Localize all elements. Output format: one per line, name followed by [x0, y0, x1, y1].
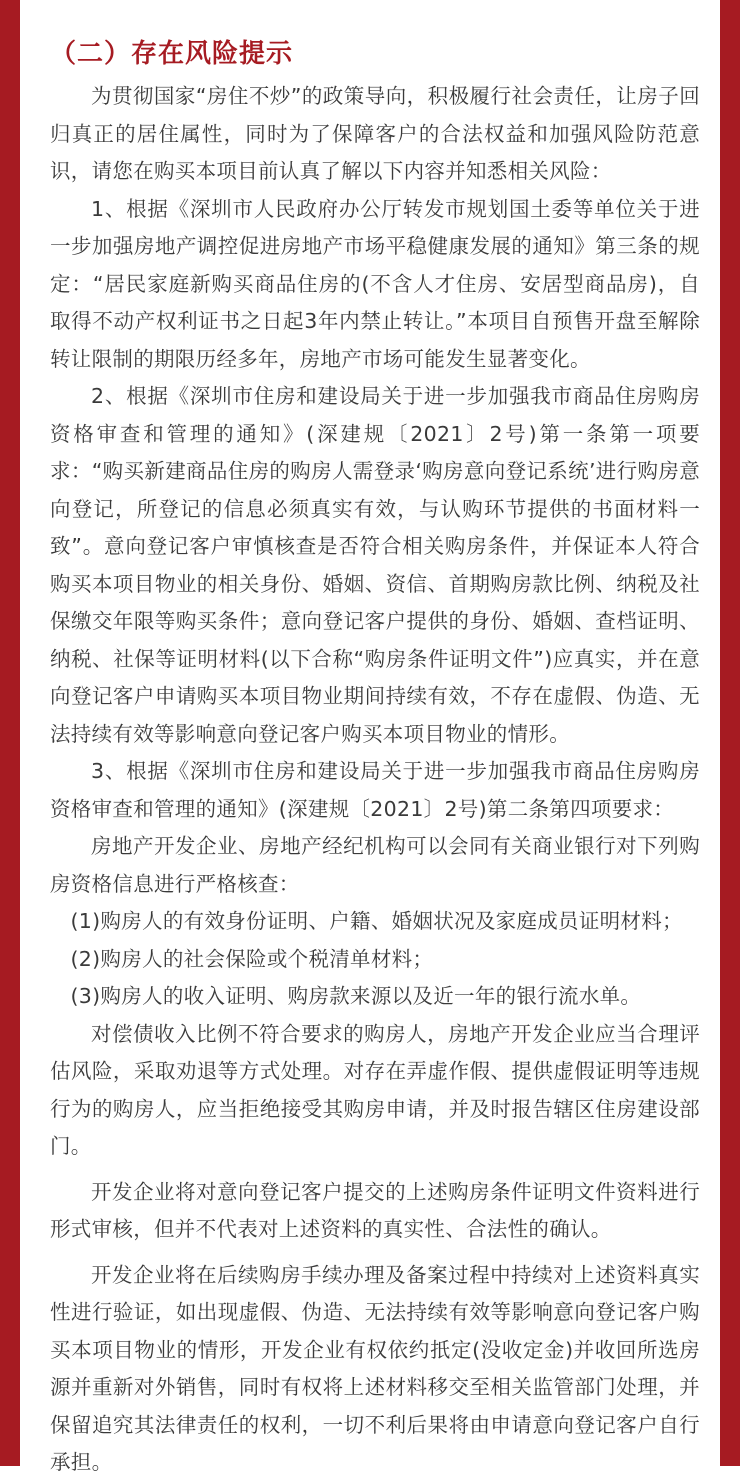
- left-border-bar: [0, 0, 20, 1466]
- list-item: (3)购房人的收入证明、购房款来源以及近一年的银行流水单。: [70, 984, 642, 1008]
- review-paragraph: 开发企业将对意向登记客户提交的上述购房条件证明文件资料进行形式审核，但并不代表对上述资料的真实性、合法性的确认。: [50, 1179, 700, 1241]
- paragraph-gap: [50, 1249, 700, 1257]
- right-border-bar: [720, 0, 740, 1466]
- list-item: (2)购房人的社会保险或个税清单材料；: [70, 946, 434, 971]
- section-title: （二）存在风险提示: [50, 39, 294, 69]
- paragraph-gap: [50, 1166, 700, 1174]
- verification-paragraph: 房地产开发企业、房地产经纪机构可以会同有关商业银行对下列购房资格信息进行严格核查：: [50, 834, 700, 896]
- list-item: (1)购房人的有效身份证明、户籍、婚姻状况及家庭成员证明材料；: [70, 909, 683, 933]
- intro-paragraph: 为贯彻国家“房住不炒”的政策导向，积极履行社会责任，让房子回归真正的居住属性，同时为了保障客户的合法权益和加强风险防范意识，请您在购买本项目前认真了解以下内容并知悉相关风险：: [50, 84, 700, 183]
- risk-notice-section: [50, 36, 700, 1482]
- debt-ratio-paragraph: 对偿债收入比例不符合要求的购房人，房地产开发企业应当合理评估风险，采取劝退等方式处理。对存在弄虚作假、提供虚假证明等违规行为的购房人，应当拒绝接受其购房申请，并及时报告辖区住房建设部门。: [50, 1021, 700, 1158]
- liability-paragraph: 开发企业将在后续购房手续办理及备案过程中持续对上述资料真实性进行验证，如出现虚假、伪造、无法持续有效等影响意向登记客户购买本项目物业的情形，开发企业有权依约扺定(没收定金)并收回所选房源并重新对外销售，同时有权将上述材料移交至相关监管部门处理，并保留追究其法律责任的权利，一切不利后果将由申请意向登记客户自行承担。: [50, 1262, 700, 1474]
- clause-2-paragraph: 2、根据《深圳市住房和建设局关于进一步加强我市商品住房购房资格审查和管理的通知》(深建规〔2021〕2号)第一条第一项要求：“购买新建商品住房的购房人需登录‘购房意向登记系统’进行购房意向登记，所登记的信息必须真实有效，与认购环节提供的书面材料一致”。意向登记客户审慎核查是否符合相关购房条件，并保证本人符合购买本项目物业的相关身份、婚姻、资信、首期购房款比例、纳税及社保缴交年限等购买条件；意向登记客户提供的身份、婚姻、查档证明、纳税、社保等证明材料(以下合称“购房条件证明文件”)应真实，并在意向登记客户申请购买本项目物业期间持续有效，不存在虚假、伪造、无法持续有效等影响意向登记客户购买本项目物业的情形。: [50, 384, 700, 746]
- clause-1-paragraph: 1、根据《深圳市人民政府办公厅转发市规划国土委等单位关于进一步加强房地产调控促进房地产市场平稳健康发展的通知》第三条的规定：“居民家庭新购买商品住房的(不含人才住房、安居型商品房)，自取得不动产权利证书之日起3年内禁止转让。”本项目自预售开盘至解除转让限制的期限历经多年，房地产市场可能发生显著变化。: [50, 196, 700, 371]
- clause-3-paragraph: 3、根据《深圳市住房和建设局关于进一步加强我市商品住房购房资格审查和管理的通知》(深建规〔2021〕2号)第二条第四项要求：: [50, 759, 700, 821]
